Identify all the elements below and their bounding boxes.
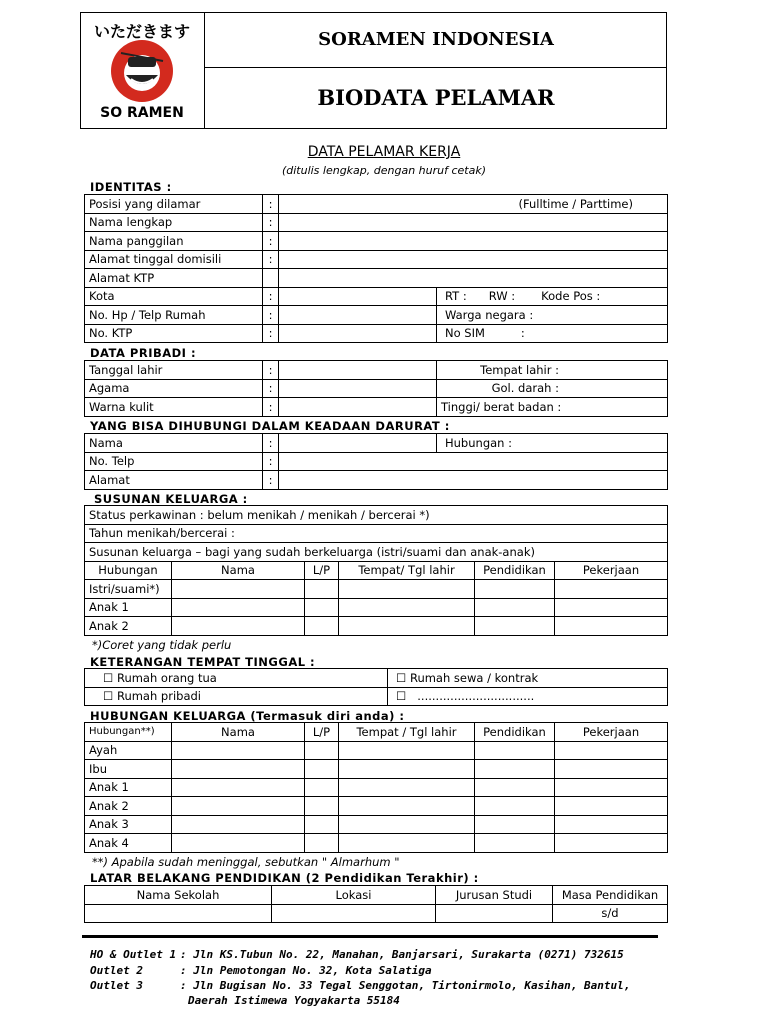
table-row: Istri/suami*) bbox=[85, 580, 668, 599]
table-row: Posisi yang dilamar : (Fulltime / Parttime) bbox=[85, 195, 668, 214]
table-row: Anak 2 bbox=[85, 617, 668, 636]
table-row bbox=[85, 669, 668, 688]
pendidikan-heading: LATAR BELAKANG PENDIDIKAN (2 Pendidikan Terakhir) : bbox=[90, 871, 479, 885]
checkbox-icon[interactable]: ☐ bbox=[396, 689, 407, 704]
lokasi-field[interactable] bbox=[272, 904, 436, 923]
footer-line-2: Outlet 2 : Jln Pemotongan No. 32, Kota Salatiga bbox=[90, 964, 432, 977]
table-row: Nama : Hubungan : bbox=[85, 434, 668, 453]
table-header-row: Nama Sekolah Lokasi Jurusan Studi Masa Pendidikan bbox=[85, 886, 668, 905]
footer-line-1: HO & Outlet 1 : Jln KS.Tubun No. 22, Manahan, Banjarsari, Surakarta (0271) 732615 bbox=[90, 948, 624, 961]
table-row: Susunan keluarga – bagi yang sudah berkeluarga (istri/suami dan anak-anak) bbox=[85, 543, 668, 562]
hubungan-heading: HUBUNGAN KELUARGA (Termasuk diri anda) : bbox=[90, 709, 405, 723]
table-row: Agama : Gol. darah : bbox=[85, 379, 668, 398]
noktp-field[interactable] bbox=[279, 324, 437, 343]
table-row: Nama lengkap : bbox=[85, 213, 668, 232]
darurat-telp-field[interactable] bbox=[279, 452, 668, 471]
table-row: Alamat tinggal domisili : bbox=[85, 250, 668, 269]
soramen-logo bbox=[81, 13, 204, 128]
opt-rumah-sewa[interactable]: ☐ Rumah sewa / kontrak bbox=[388, 669, 668, 688]
table-row: Status perkawinan : belum menikah / menikah / bercerai *) bbox=[85, 506, 668, 525]
posisi-label: Posisi yang dilamar bbox=[85, 195, 263, 214]
table-row: Kota : RT : RW : Kode Pos : bbox=[85, 287, 668, 306]
nama-field[interactable] bbox=[279, 213, 668, 232]
warga-field[interactable]: Warga negara : bbox=[437, 306, 668, 325]
pribadi-heading: DATA PRIBADI : bbox=[90, 346, 197, 360]
table-row: Tahun menikah/bercerai : bbox=[85, 524, 668, 543]
tinggal-table bbox=[84, 668, 668, 706]
table-row: Anak 4 bbox=[85, 834, 668, 853]
sekolah-field[interactable] bbox=[85, 904, 272, 923]
table-row: Nama panggilan : bbox=[85, 232, 668, 251]
footer-line-3: Outlet 3 : Jln Bugisan No. 33 Tegal Senggotan, Tirtonirmolo, Kasihan, Bantul, bbox=[90, 979, 631, 992]
opt-rumah-orang-tua[interactable]: ☐ Rumah orang tua bbox=[85, 669, 388, 688]
table-row: Ayah bbox=[85, 741, 668, 760]
table-row: Alamat : bbox=[85, 471, 668, 490]
identitas-table bbox=[84, 194, 668, 343]
noktp-label: No. KTP bbox=[85, 324, 263, 343]
table-header-row: Hubungan Nama L/P Tempat/ Tgl lahir Pendidikan Pekerjaan bbox=[85, 561, 668, 580]
table-row bbox=[85, 269, 668, 288]
table-row: Anak 1 bbox=[85, 778, 668, 797]
document-title: BIODATA PELAMAR bbox=[317, 85, 555, 110]
jurusan-field[interactable] bbox=[436, 904, 553, 923]
identitas-heading: IDENTITAS : bbox=[90, 180, 172, 194]
panggilan-label: Nama panggilan bbox=[85, 232, 263, 251]
hp-field[interactable] bbox=[279, 306, 437, 325]
form-subtitle: (ditulis lengkap, dengan huruf cetak) bbox=[281, 164, 487, 177]
darurat-alamat-field[interactable] bbox=[279, 471, 668, 490]
logo-text: SO RAMEN bbox=[100, 105, 184, 121]
checkbox-icon[interactable]: ☐ bbox=[103, 689, 114, 704]
nama-label: Nama lengkap bbox=[85, 213, 263, 232]
checkbox-icon[interactable]: ☐ bbox=[396, 670, 407, 685]
ktp-alamat-field[interactable] bbox=[279, 269, 668, 288]
kota-label: Kota bbox=[85, 287, 263, 306]
hubungan-note: **) Apabila sudah meninggal, sebutkan " Almarhum " bbox=[92, 855, 400, 869]
masa-field[interactable]: s/d bbox=[553, 904, 668, 923]
checkbox-icon[interactable]: ☐ bbox=[103, 670, 114, 685]
logo-script: いただきます bbox=[93, 22, 191, 41]
opt-lainnya[interactable]: ☐ ................................ bbox=[388, 687, 668, 706]
rt-rw-kodepos-field[interactable]: RT : RW : Kode Pos : bbox=[437, 287, 668, 306]
table-row: No. Hp / Telp Rumah : Warga negara : bbox=[85, 306, 668, 325]
table-row: Anak 2 bbox=[85, 797, 668, 816]
footer-rule bbox=[82, 935, 658, 938]
header-box bbox=[80, 12, 667, 129]
darurat-heading: YANG BISA DIHUBUNGI DALAM KEADAAN DARURAT : bbox=[90, 419, 450, 433]
table-row: Warna kulit : Tinggi/ berat badan : bbox=[85, 398, 668, 417]
footer-line-4: Daerah Istimewa Yogyakarta 55184 bbox=[188, 994, 400, 1007]
table-row: Anak 3 bbox=[85, 815, 668, 834]
table-row bbox=[85, 904, 668, 923]
panggilan-field[interactable] bbox=[279, 232, 668, 251]
pendidikan-table bbox=[84, 885, 668, 923]
table-row: No. Telp : bbox=[85, 452, 668, 471]
susunan-table bbox=[84, 505, 668, 636]
tinggal-heading: KETERANGAN TEMPAT TINGGAL : bbox=[90, 655, 316, 669]
darurat-hubungan-field[interactable]: Hubungan : bbox=[437, 434, 668, 453]
hubungan-table bbox=[84, 722, 668, 853]
table-row: Tanggal lahir : Tempat lahir : bbox=[85, 361, 668, 380]
sim-field[interactable]: No SIM : bbox=[437, 324, 668, 343]
pribadi-table bbox=[84, 360, 668, 417]
tempat-field[interactable]: Tempat lahir : bbox=[437, 361, 668, 380]
agama-field[interactable] bbox=[279, 379, 437, 398]
table-header-row: Hubungan**) Nama L/P Tempat / Tgl lahir Pendidikan Pekerjaan bbox=[85, 723, 668, 742]
company-name: SORAMEN INDONESIA bbox=[205, 13, 667, 68]
table-row: Anak 1 bbox=[85, 598, 668, 617]
hp-label: No. Hp / Telp Rumah bbox=[85, 306, 263, 325]
domisili-field[interactable] bbox=[279, 250, 668, 269]
kulit-field[interactable] bbox=[279, 398, 437, 417]
susunan-note: *)Coret yang tidak perlu bbox=[92, 638, 232, 652]
ktp-alamat-label: Alamat KTP bbox=[85, 269, 263, 288]
susunan-heading: SUSUNAN KELUARGA : bbox=[94, 492, 248, 506]
darurat-table bbox=[84, 433, 668, 490]
domisili-label: Alamat tinggal domisili bbox=[85, 250, 263, 269]
goldarah-field[interactable]: Gol. darah : bbox=[437, 379, 668, 398]
tinggi-field[interactable]: Tinggi/ berat badan : bbox=[437, 398, 668, 417]
form-title: DATA PELAMAR KERJA bbox=[307, 144, 461, 160]
tgl-field[interactable] bbox=[279, 361, 437, 380]
logo-cell bbox=[81, 13, 205, 128]
table-row: Ibu bbox=[85, 760, 668, 779]
table-row bbox=[85, 687, 668, 706]
opt-rumah-pribadi[interactable]: ☐ Rumah pribadi bbox=[85, 687, 388, 706]
darurat-nama-field[interactable] bbox=[279, 434, 437, 453]
posisi-field[interactable]: (Fulltime / Parttime) bbox=[279, 195, 668, 214]
table-row: No. KTP : No SIM : bbox=[85, 324, 668, 343]
kota-field[interactable] bbox=[279, 287, 437, 306]
